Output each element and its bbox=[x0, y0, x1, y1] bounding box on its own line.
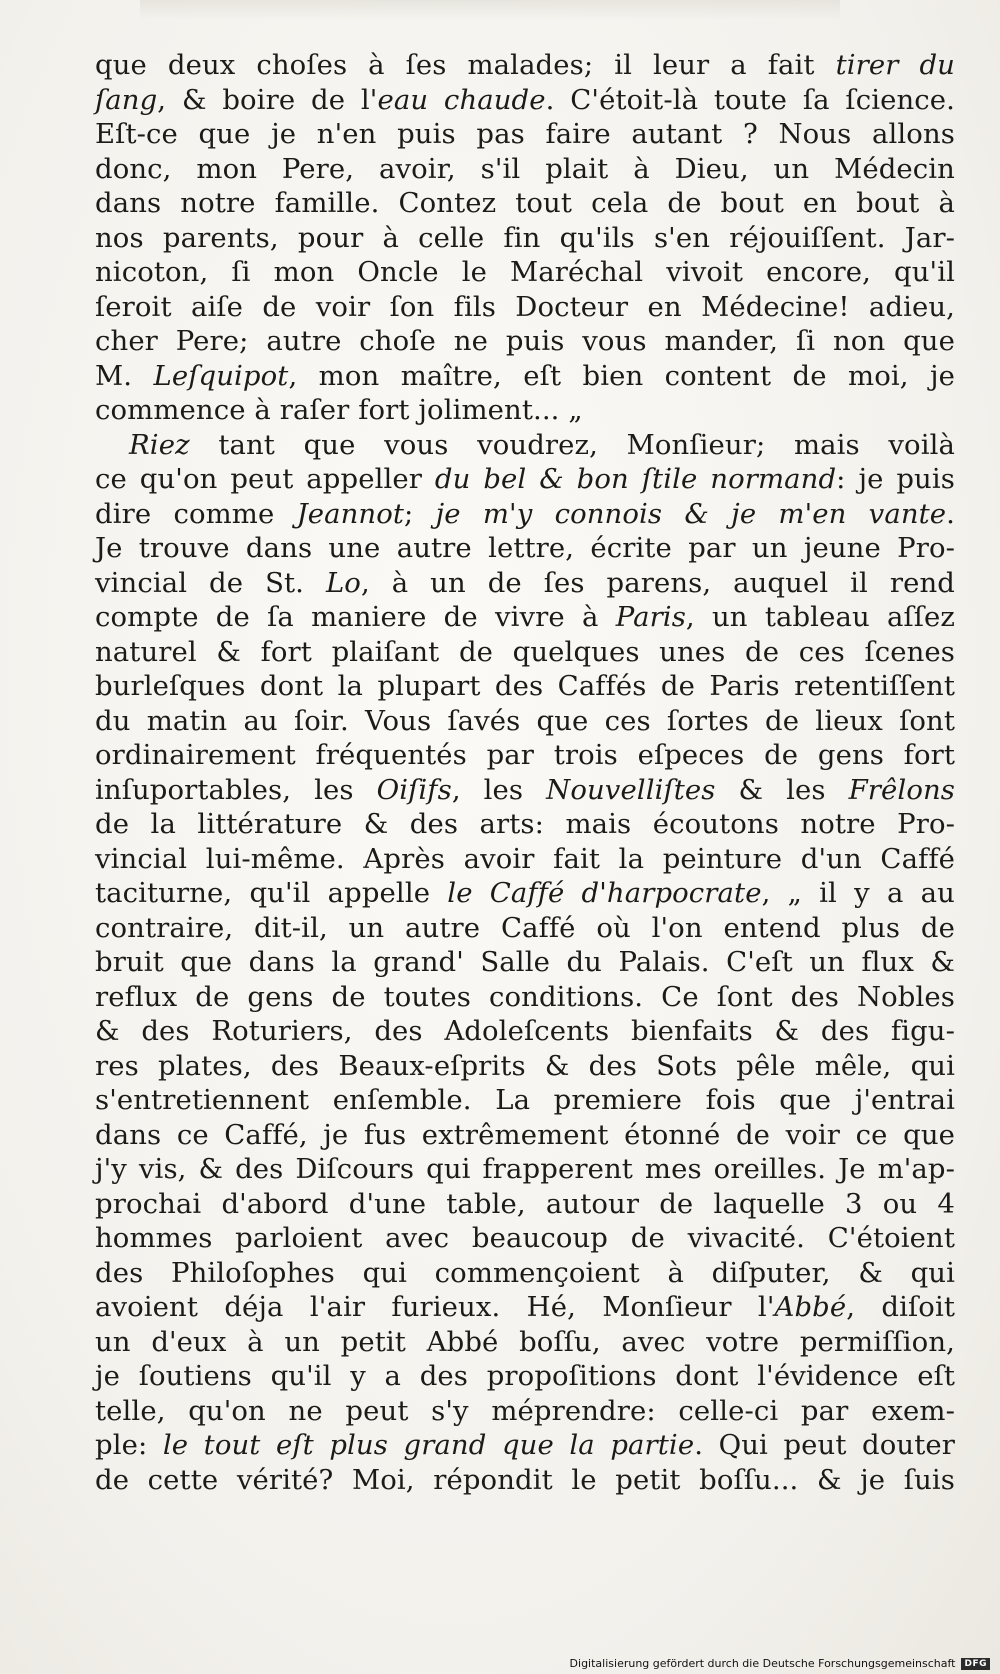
text-line: contraire, dit-il, un autre Caffé où l'on entend plus de bbox=[95, 911, 955, 944]
text-line: ple: le tout eſt plus grand que la partie. Qui peut douter bbox=[95, 1429, 955, 1461]
text-line: cher Pere; autre choſe ne puis vous mander, ſi non que bbox=[95, 325, 955, 357]
text-line: de la littérature & des arts: mais écoutons notre Pro- bbox=[95, 808, 955, 840]
text-line: j'y vis, & des Diſcours qui frapperent mes oreilles. Je m'ap- bbox=[95, 1153, 955, 1185]
text-line: dire comme Jeannot; je m'y connois & je m'en vante. bbox=[95, 497, 955, 530]
text-line: du matin au ſoir. Vous ſavés que ces ſortes de lieux ſont bbox=[95, 704, 955, 737]
text-line: reflux de gens de toutes conditions. Ce ſont des Nobles bbox=[95, 980, 955, 1013]
text-line: taciturne, qu'il appelle le Caffé d'harpocrate, „ il y a au bbox=[95, 877, 955, 909]
text-line: des Philoſophes qui commençoient à diſputer, & qui bbox=[95, 1256, 955, 1289]
text-line: res plates, des Beaux-eſprits & des Sots pêle mêle, qui bbox=[95, 1049, 955, 1082]
text-line: avoient déja l'air furieux. Hé, Monſieur l'Abbé, diſoit bbox=[95, 1291, 955, 1323]
text-line: nos parents, pour à celle fin qu'ils s'en réjouiſſent. Jar- bbox=[95, 221, 955, 254]
text-line: nicoton, ſi mon Oncle le Maréchal vivoit encore, qu'il bbox=[95, 256, 955, 288]
text-line: M. Leſquipot, mon maître, eſt bien content de moi, je bbox=[95, 359, 955, 392]
text-line: ſang, & boire de l'eau chaude. C'étoit-là toute ſa ſcience. bbox=[95, 83, 956, 116]
text-line: telle, qu'on ne peut s'y méprendre: celle-ci par exem- bbox=[95, 1394, 955, 1427]
text-line: Eſt-ce que je n'en puis pas faire autant ? Nous allons bbox=[95, 118, 955, 150]
text-line: ordinairement fréquentés par trois eſpeces de gens fort bbox=[95, 739, 955, 771]
text-line: compte de ſa maniere de vivre à Paris, un tableau aſſez bbox=[95, 601, 955, 633]
text-line: s'entretiennent enſemble. La premiere fois que j'entrai bbox=[95, 1084, 955, 1116]
page-top-shadow bbox=[140, 0, 840, 20]
text-line: naturel & fort plaiſant de quelques unes de ces ſcenes bbox=[95, 635, 955, 668]
text-line: donc, mon Pere, avoir, s'il plait à Dieu, un Médecin bbox=[95, 152, 955, 185]
text-line: dans ce Caffé, je fus extrêmement étonné de voir ce que bbox=[95, 1118, 955, 1151]
credit-text: Digitalisierung gefördert durch die Deutsche Forschungsgemeinschaft bbox=[569, 1657, 956, 1670]
text-line: vincial de St. Lo, à un de ſes parens, auquel il rend bbox=[95, 566, 955, 599]
dfg-logo: DFG bbox=[961, 1658, 990, 1670]
text-line: vincial lui-même. Après avoir fait la peinture d'un Caffé bbox=[95, 842, 955, 875]
text-line: je ſoutiens qu'il y a des propoſitions dont l'évidence eſt bbox=[95, 1360, 955, 1392]
digitization-credit bbox=[570, 1657, 990, 1670]
text-line: inſuportables, les Oiſifs, les Nouvelliſtes & les Frêlons bbox=[95, 773, 956, 806]
text-line: ſeroit aiſe de voir ſon fils Docteur en Médecine! adieu, bbox=[95, 290, 955, 323]
text-line: commence à raſer fort joliment... „ bbox=[95, 394, 583, 426]
text-line: bruit que dans la grand' Salle du Palais. C'eſt un flux & bbox=[95, 946, 955, 978]
text-line: Je trouve dans une autre lettre, écrite par un jeune Pro- bbox=[95, 532, 955, 564]
text-line: de cette vérité? Moi, répondit le petit boſſu... & je ſuis bbox=[95, 1463, 955, 1496]
text-line: un d'eux à un petit Abbé boſſu, avec votre permiſſion, bbox=[95, 1325, 955, 1358]
text-line: dans notre famille. Contez tout cela de bout en bout à bbox=[95, 187, 955, 219]
text-line: ce qu'on peut appeller du bel & bon ſtile normand: je puis bbox=[95, 463, 955, 495]
body-text bbox=[95, 48, 955, 1497]
text-line: que deux choſes à ſes malades; il leur a fait tirer du bbox=[95, 49, 955, 81]
text-line: & des Roturiers, des Adoleſcents bienfaits & des figu- bbox=[95, 1015, 955, 1047]
text-line: prochai d'abord d'une table, autour de laquelle 3 ou 4 bbox=[95, 1187, 955, 1220]
text-line: Riez tant que vous voudrez, Monſieur; mais voilà bbox=[129, 428, 955, 461]
text-line: burleſques dont la plupart des Caffés de Paris retentiſſent bbox=[95, 670, 955, 702]
text-line: hommes parloient avec beaucoup de vivacité. C'étoient bbox=[95, 1222, 955, 1254]
